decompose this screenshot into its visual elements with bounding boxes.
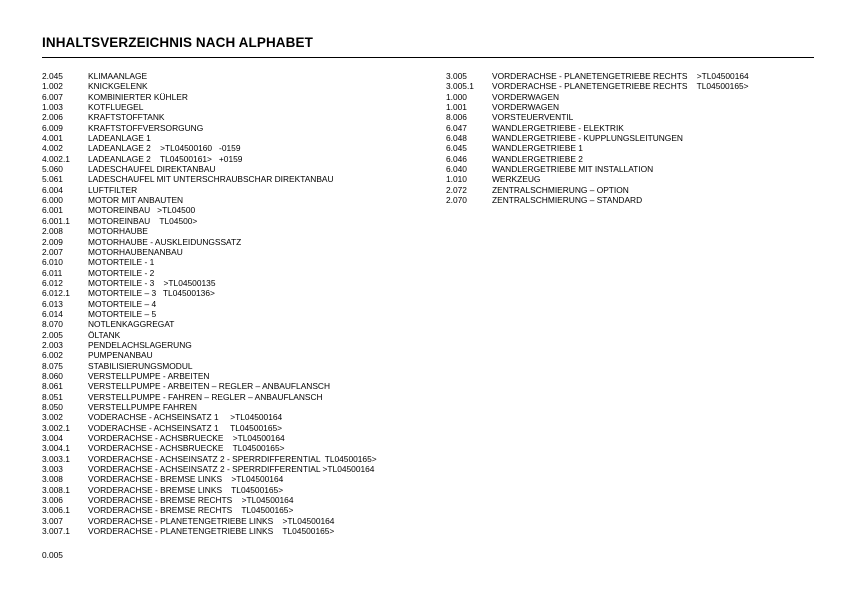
entry-code: 8.075 [42, 360, 63, 371]
entry-code: 5.061 [42, 174, 63, 185]
entry-title: VERSTELLPUMPE - ARBEITEN – REGLER – ANBAUFLANSCH [88, 381, 331, 392]
index-entry [42, 433, 422, 443]
entry-title: WANDLERGETRIEBE - KUPPLUNGSLEITUNGEN [492, 133, 683, 144]
entry-title: LADEANLAGE 2 >TL04500160 -0159 [88, 143, 241, 154]
entry-title: MOTORTEILE - 1 [88, 257, 155, 268]
index-entry [446, 123, 816, 133]
index-entry [42, 340, 422, 350]
index-entry [42, 319, 422, 329]
index-entry [42, 205, 422, 215]
index-entry [42, 371, 422, 381]
entry-title: VODERACHSE - ACHSEINSATZ 1 TL04500165> [88, 422, 283, 433]
entry-code: 2.003 [42, 339, 63, 350]
entry-code: 6.048 [446, 133, 467, 144]
entry-code: 8.061 [42, 381, 63, 392]
entry-title: VORDERACHSE - ACHSBRUECKE TL04500165> [88, 443, 285, 454]
entry-title: WANDLERGETRIEBE MIT INSTALLATION [492, 164, 654, 175]
entry-title: VERSTELLPUMPE FAHREN [88, 402, 197, 412]
index-entry [42, 454, 422, 464]
entry-title: VODERACHSE - ACHSEINSATZ 1 >TL04500164 [88, 412, 283, 423]
index-entry [42, 381, 422, 391]
index-entry [42, 81, 422, 91]
index-entry [42, 392, 422, 402]
index-entry [446, 92, 816, 102]
entry-code: 3.002.1 [42, 422, 70, 433]
entry-title: MOTORTEILE - 2 [88, 267, 155, 278]
entry-code: 6.012 [42, 277, 63, 288]
entry-code: 3.002 [42, 412, 63, 423]
entry-title: STABILISIERUNGSMODUL [88, 360, 193, 371]
entry-title: VORDERACHSE - BREMSE RECHTS TL04500165> [88, 505, 294, 516]
entry-title: MOTORHAUBE - AUSKLEIDUNGSSATZ [88, 236, 242, 247]
page-title: INHALTSVERZEICHNIS NACH ALPHABET [42, 35, 313, 50]
entry-title: LADESCHAUFEL MIT UNTERSCHRAUBSCHAR DIREKTANBAU [88, 174, 334, 185]
entry-code: 8.070 [42, 319, 63, 330]
index-entry [42, 185, 422, 195]
entry-code: 6.001.1 [42, 215, 70, 226]
entry-code: 3.005 [446, 71, 467, 81]
index-entry [446, 185, 816, 195]
entry-title: PUMPENANBAU [88, 350, 153, 361]
index-entry [42, 299, 422, 309]
entry-code: 6.011 [42, 267, 63, 278]
entry-title: VORDERACHSE - BREMSE LINKS TL04500165> [88, 484, 284, 495]
entry-code: 6.009 [42, 122, 63, 133]
entry-code: 4.002 [42, 143, 63, 154]
index-entry [42, 278, 422, 288]
index-entry [42, 268, 422, 278]
entry-title: LADEANLAGE 1 [88, 133, 151, 144]
entry-title: MOTORHAUBENANBAU [88, 246, 183, 257]
index-entry [42, 174, 422, 184]
entry-code: 6.047 [446, 122, 467, 133]
index-entry [42, 143, 422, 153]
index-entry [42, 112, 422, 122]
entry-title: LADEANLAGE 2 TL04500161> +0159 [88, 153, 243, 164]
entry-title: VORDERACHSE - PLANETENGETRIEBE RECHTS TL04500165> [492, 81, 749, 92]
entry-code: 1.010 [446, 174, 467, 185]
entry-code: 6.040 [446, 164, 467, 175]
index-entry [42, 216, 422, 226]
entry-code: 4.002.1 [42, 153, 70, 164]
entry-code: 3.004 [42, 433, 63, 444]
index-entry [446, 154, 816, 164]
entry-title: NOTLENKAGGREGAT [88, 319, 175, 330]
title-divider [42, 57, 814, 58]
entry-title: MOTOREINBAU TL04500> [88, 215, 198, 226]
index-entry [42, 423, 422, 433]
index-entry [42, 361, 422, 371]
entry-code: 2.008 [42, 226, 63, 237]
entry-code: 3.003 [42, 464, 63, 475]
entry-code: 6.012.1 [42, 288, 70, 299]
entry-title: ZENTRALSCHMIERUNG – OPTION [492, 184, 629, 195]
entry-title: KOMBINIERTER KÜHLER [88, 91, 188, 102]
index-entry [42, 226, 422, 236]
entry-code: 1.002 [42, 81, 63, 92]
entry-title: VORDERACHSE - BREMSE RECHTS >TL04500164 [88, 495, 294, 506]
entry-code: 2.007 [42, 246, 63, 257]
entry-title: VORDERACHSE - ACHSEINSATZ 2 - SPERRDIFFERENTIAL >TL04500164 [88, 464, 375, 475]
entry-title: KNICKGELENK [88, 81, 148, 92]
index-entry [446, 112, 816, 122]
entry-code: 6.045 [446, 143, 467, 154]
index-entry [42, 464, 422, 474]
index-entry [446, 174, 816, 184]
entry-title: KRAFTSTOFFTANK [88, 112, 165, 123]
index-entry [42, 485, 422, 495]
entry-title: WANDLERGETRIEBE - ELEKTRIK [492, 122, 624, 133]
entry-code: 8.006 [446, 112, 467, 123]
index-entry [446, 133, 816, 143]
entry-title: MOTORTEILE - 3 >TL04500135 [88, 277, 216, 288]
entry-title: VORDERACHSE - ACHSBRUECKE >TL04500164 [88, 433, 285, 444]
entry-code: 3.007 [42, 515, 63, 526]
entry-code: 6.002 [42, 350, 63, 361]
index-entry [42, 402, 422, 412]
index-entry [42, 505, 422, 515]
entry-title: VORDERACHSE - PLANETENGETRIEBE LINKS >TL04500164 [88, 515, 335, 526]
index-entry [42, 309, 422, 319]
entry-code: 8.051 [42, 391, 63, 402]
entry-title: MOTOR MIT ANBAUTEN [88, 195, 184, 206]
entry-code: 1.001 [446, 102, 467, 113]
entry-code: 3.006.1 [42, 505, 70, 516]
entry-code: 2.045 [42, 71, 63, 81]
entry-code: 8.050 [42, 402, 63, 412]
entry-code: 2.005 [42, 329, 63, 340]
index-entry [42, 123, 422, 133]
entry-code: 6.013 [42, 298, 63, 309]
index-entry [42, 526, 422, 536]
index-entry [42, 495, 422, 505]
entry-code: 6.000 [42, 195, 63, 206]
index-entry [42, 516, 422, 526]
entry-title: WANDLERGETRIEBE 2 [492, 153, 583, 164]
index-entry [446, 143, 816, 153]
index-entry [42, 474, 422, 484]
index-entry [446, 102, 816, 112]
entry-title: VORDERACHSE - ACHSEINSATZ 2 - SPERRDIFFERENTIAL TL04500165> [88, 453, 377, 464]
entry-code: 6.046 [446, 153, 467, 164]
entry-title: VORDERACHSE - PLANETENGETRIEBE RECHTS >TL04500164 [492, 71, 749, 81]
index-entry [446, 164, 816, 174]
index-entry [446, 81, 816, 91]
index-entry [42, 443, 422, 453]
entry-title: KLIMAANLAGE [88, 71, 148, 81]
index-entry [42, 102, 422, 112]
entry-title: ZENTRALSCHMIERUNG – STANDARD [492, 195, 643, 206]
entry-code: 3.007.1 [42, 526, 70, 537]
entry-title: VORDERACHSE - BREMSE LINKS >TL04500164 [88, 474, 284, 485]
index-entry [42, 330, 422, 340]
entry-code: 2.009 [42, 236, 63, 247]
index-entry [42, 92, 422, 102]
entry-code: 6.014 [42, 308, 63, 319]
index-entry [42, 164, 422, 174]
entry-code: 8.060 [42, 370, 63, 381]
index-entry [42, 412, 422, 422]
index-entry [42, 350, 422, 360]
entry-title: LUFTFILTER [88, 184, 138, 195]
entry-title: VORSTEUERVENTIL [492, 112, 574, 123]
index-entry [42, 195, 422, 205]
entry-title: VORDERWAGEN [492, 91, 560, 102]
entry-code: 6.010 [42, 257, 63, 268]
entry-title: MOTORTEILE – 3 TL04500136> [88, 288, 215, 299]
entry-title: VORDERWAGEN [492, 102, 560, 113]
entry-code: 4.001 [42, 133, 63, 144]
page-number: 0.005 [42, 550, 63, 560]
entry-code: 1.000 [446, 91, 467, 102]
index-entry [42, 288, 422, 298]
index-entry [446, 71, 816, 81]
entry-title: KRAFTSTOFFVERSORGUNG [88, 122, 204, 133]
entry-title: MOTOREINBAU >TL04500 [88, 205, 196, 216]
entry-code: 2.070 [446, 195, 467, 206]
entry-code: 3.003.1 [42, 453, 70, 464]
index-entry [42, 133, 422, 143]
entry-title: LADESCHAUFEL DIREKTANBAU [88, 164, 216, 175]
entry-title: WANDLERGETRIEBE 1 [492, 143, 583, 154]
entry-title: MOTORTEILE – 5 [88, 308, 157, 319]
index-column-left [42, 71, 422, 536]
entry-title: VERSTELLPUMPE - ARBEITEN [88, 370, 210, 381]
entry-code: 6.007 [42, 91, 63, 102]
entry-title: PENDELACHSLAGERUNG [88, 339, 192, 350]
entry-code: 2.072 [446, 184, 467, 195]
entry-code: 3.006 [42, 495, 63, 506]
index-entry [446, 195, 816, 205]
entry-title: WERKZEUG [492, 174, 541, 185]
entry-title: MOTORTEILE – 4 [88, 298, 157, 309]
index-entry [42, 154, 422, 164]
entry-code: 6.001 [42, 205, 63, 216]
index-entry [42, 257, 422, 267]
entry-title: KOTFLUEGEL [88, 102, 144, 113]
entry-title: VERSTELLPUMPE - FAHREN – REGLER – ANBAUFLANSCH [88, 391, 323, 402]
entry-title: VORDERACHSE - PLANETENGETRIEBE LINKS TL04500165> [88, 526, 335, 537]
index-entry [42, 237, 422, 247]
entry-title: MOTORHAUBE [88, 226, 148, 237]
entry-code: 3.005.1 [446, 81, 474, 92]
entry-code: 3.004.1 [42, 443, 70, 454]
entry-code: 1.003 [42, 102, 63, 113]
entry-code: 6.004 [42, 184, 63, 195]
entry-title: ÖLTANK [88, 329, 121, 340]
index-entry [42, 71, 422, 81]
entry-code: 2.006 [42, 112, 63, 123]
index-entry [42, 247, 422, 257]
entry-code: 3.008 [42, 474, 63, 485]
entry-code: 5.060 [42, 164, 63, 175]
index-column-right [446, 71, 816, 205]
entry-code: 3.008.1 [42, 484, 70, 495]
